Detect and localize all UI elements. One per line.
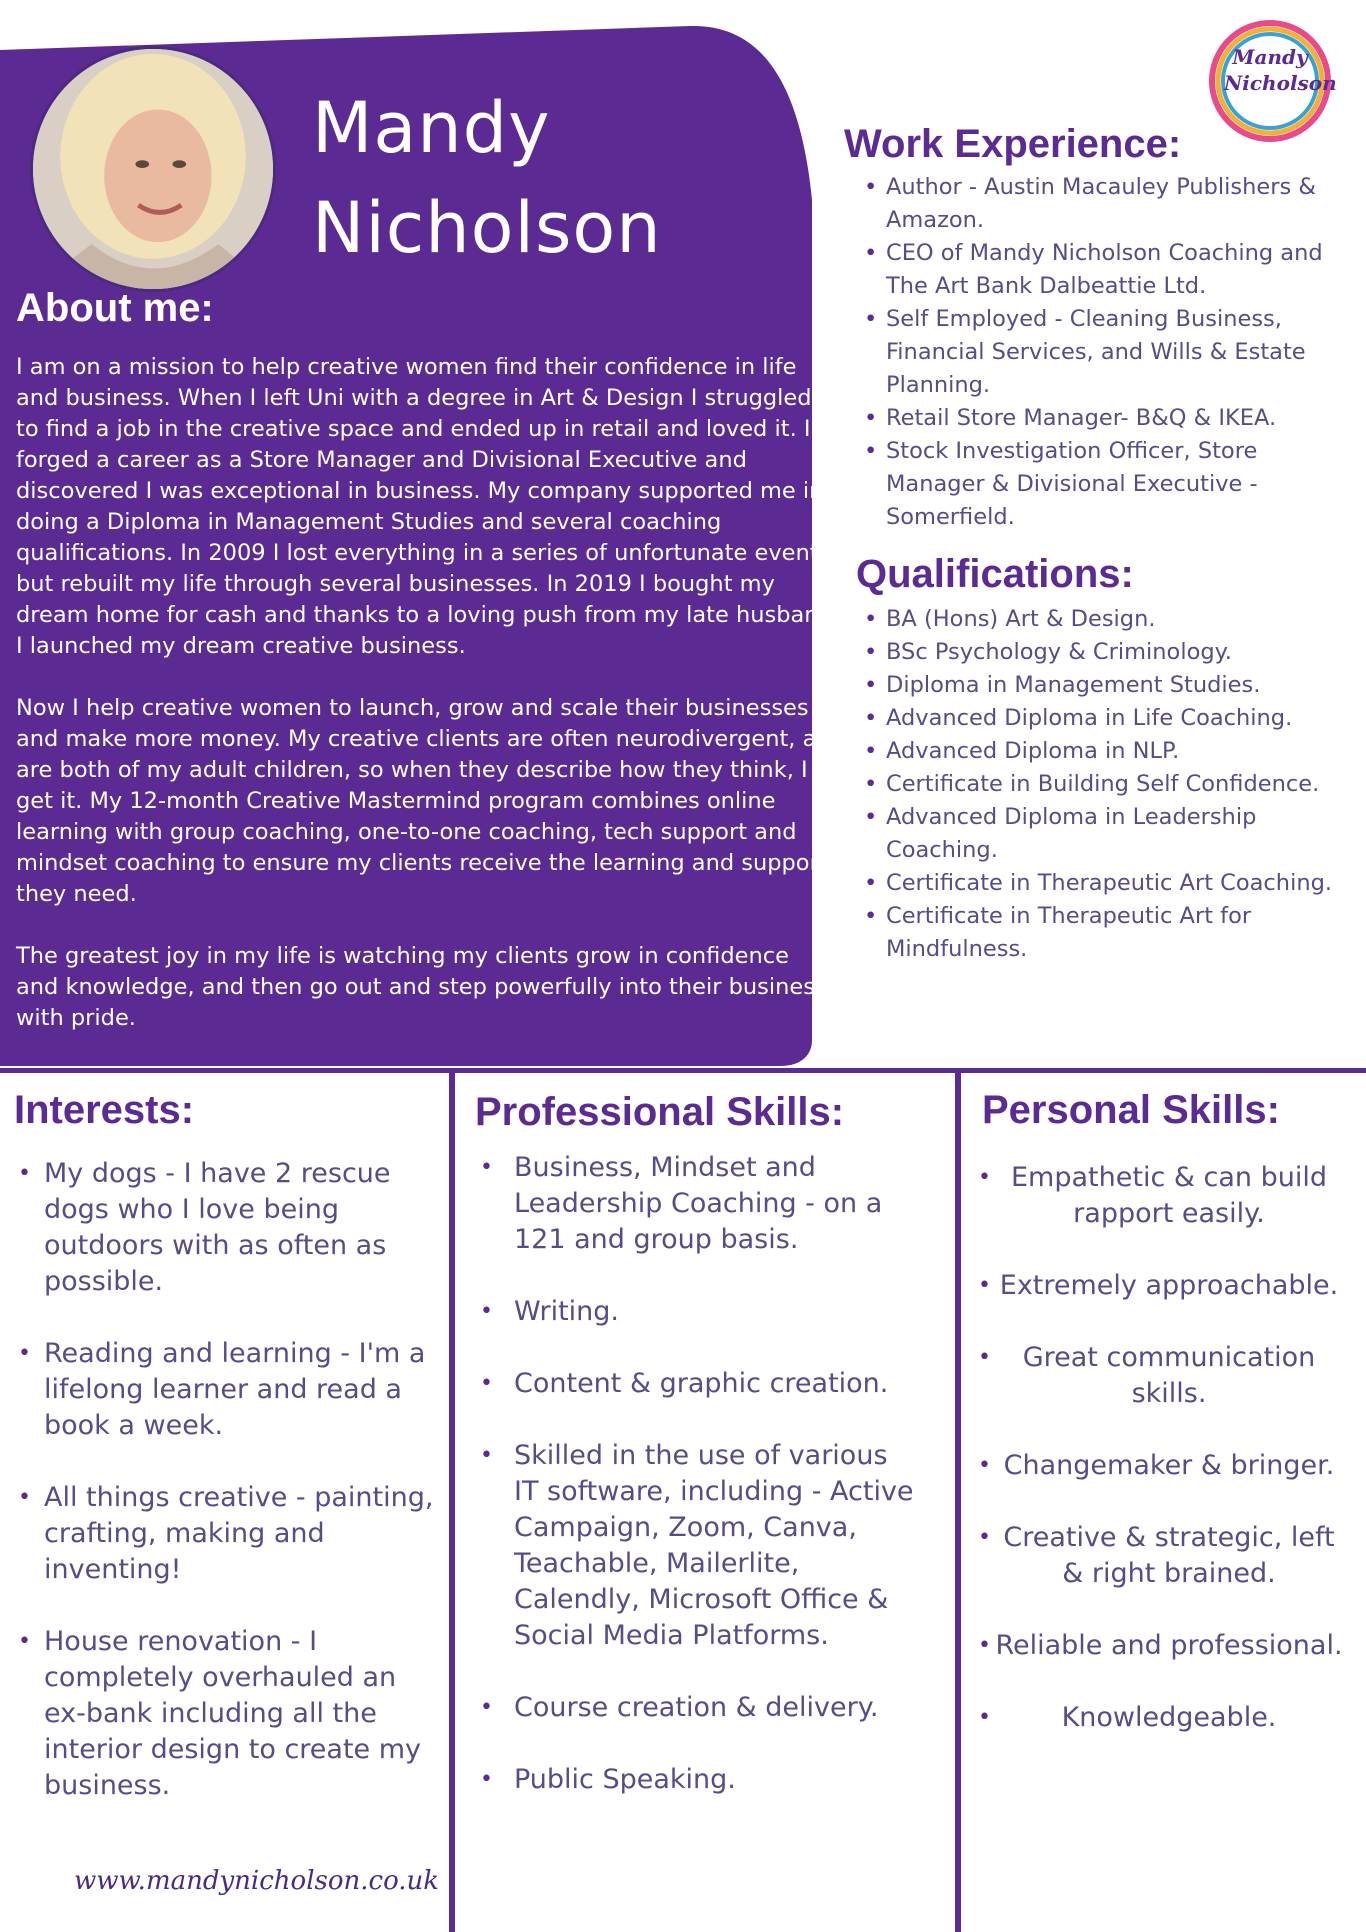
qualifications-heading: Qualifications: [856, 552, 1134, 596]
professional-skill-item: • Content & graphic creation. [476, 1366, 916, 1402]
about-paragraph: I am on a mission to help creative women find their confidence in life and business. When I left Uni with a degree in Art & Design I struggled to find a job in the creative space and ended up in retail and loved it. I forged a career as a Store Manager and Divisional Executive and discovered I was exceptional in business. My company supported me in doing a Diploma in Management Studies and several coaching qualifications. In 2009 I lost everything in a series of unfortunate events but rebuilt my life through several businesses. In 2019 I bought my dream home for cash and thanks to a loving push from my late husband I launched my dream creative business. [16, 354, 833, 659]
interests-list [14, 1156, 434, 1840]
personal-skill-item: • Creative & strategic, left & right brained. [994, 1520, 1344, 1592]
logo-text [1224, 44, 1337, 96]
interest-item: • All things creative - painting, crafting, making and inventing! [14, 1480, 434, 1588]
last-name: Nicholson [312, 187, 662, 269]
interest-item: • House renovation - I completely overhauled an ex-bank including all the interior design to create my business. [14, 1624, 434, 1804]
work-item: • Author - Austin Macauley Publishers & Amazon. [842, 171, 1362, 237]
qualification-item: • Certificate in Therapeutic Art for Mindfulness. [842, 900, 1362, 966]
personal-skill-item: • Reliable and professional. [994, 1628, 1344, 1664]
interest-item: • My dogs - I have 2 rescue dogs who I love being outdoors with as often as possible. [14, 1156, 434, 1300]
work-experience-list [842, 171, 1362, 534]
personal-skills-heading: Personal Skills: [982, 1088, 1280, 1132]
website-link[interactable]: www.mandynicholson.co.uk [74, 1866, 440, 1896]
professional-skills-list [476, 1150, 916, 1834]
logo-text-line2: Nicholson [1224, 71, 1337, 95]
column-divider-left [449, 1073, 455, 1932]
about-paragraph: The greatest joy in my life is watching my clients grow in confidence and knowledge, and then go out and step powerfully into their business with pride. [16, 943, 827, 1031]
about-paragraph: Now I help creative women to launch, grow and scale their businesses and make more money. My creative clients are often neurodivergent, as are both of my adult children, so when they describe how they think, I get it. My 12-month Creative Mastermind program combines online learning with group coaching, one-to-one coaching, tech support and mindset coaching to ensure my clients receive the learning and support they need. [16, 695, 829, 907]
personal-skill-item: • Extremely approachable. [994, 1268, 1344, 1304]
first-name: Mandy [312, 87, 551, 169]
profile-photo [30, 46, 276, 292]
work-item: • Stock Investigation Officer, Store Manager & Divisional Executive - Somerfield. [842, 435, 1362, 534]
qualification-item: • Advanced Diploma in NLP. [842, 735, 1362, 768]
person-name [312, 78, 662, 278]
professional-skill-item: • Public Speaking. [476, 1762, 916, 1798]
qualifications-list [842, 603, 1362, 966]
right-column [842, 122, 1362, 966]
qualification-item: • BSc Psychology & Criminology. [842, 636, 1362, 669]
personal-skill-item: • Changemaker & bringer. [994, 1448, 1344, 1484]
interest-item: • Reading and learning - I'm a lifelong learner and read a book a week. [14, 1336, 434, 1444]
work-experience-heading: Work Experience: [844, 122, 1182, 166]
column-divider-right [955, 1073, 961, 1932]
qualification-item: • Advanced Diploma in Leadership Coaching. [842, 801, 1362, 867]
professional-skill-item: • Writing. [476, 1294, 916, 1330]
personal-skill-item: • Empathetic & can build rapport easily. [994, 1160, 1344, 1232]
work-item: • Self Employed - Cleaning Business, Financial Services, and Wills & Estate Planning. [842, 303, 1362, 402]
logo-text-line1: Mandy [1232, 45, 1308, 69]
qualification-item: • Diploma in Management Studies. [842, 669, 1362, 702]
professional-skill-item: • Course creation & delivery. [476, 1690, 916, 1726]
work-item: • Retail Store Manager- B&Q & IKEA. [842, 402, 1362, 435]
qualification-item: • Certificate in Building Self Confidence. [842, 768, 1362, 801]
professional-skill-item: • Skilled in the use of various IT software, including - Active Campaign, Zoom, Canva, Teachable, Mailerlite, Calendly, Microsoft Office & Social Media Platforms. [476, 1438, 916, 1654]
professional-skills-heading: Professional Skills: [475, 1090, 845, 1134]
work-item: • CEO of Mandy Nicholson Coaching and The Art Bank Dalbeattie Ltd. [842, 237, 1362, 303]
personal-skill-item: • Knowledgeable. [994, 1700, 1344, 1736]
qualification-item: • BA (Hons) Art & Design. [842, 603, 1362, 636]
personal-skill-item: • Great communication skills. [994, 1340, 1344, 1412]
about-body [16, 352, 836, 1065]
interests-heading: Interests: [14, 1088, 195, 1132]
qualification-item: • Certificate in Therapeutic Art Coaching. [842, 867, 1362, 900]
professional-skill-item: • Business, Mindset and Leadership Coaching - on a 121 and group basis. [476, 1150, 916, 1258]
about-heading: About me: [16, 286, 214, 330]
section-divider-horizontal [0, 1068, 1366, 1073]
qualification-item: • Advanced Diploma in Life Coaching. [842, 702, 1362, 735]
personal-skills-list [994, 1160, 1344, 1772]
